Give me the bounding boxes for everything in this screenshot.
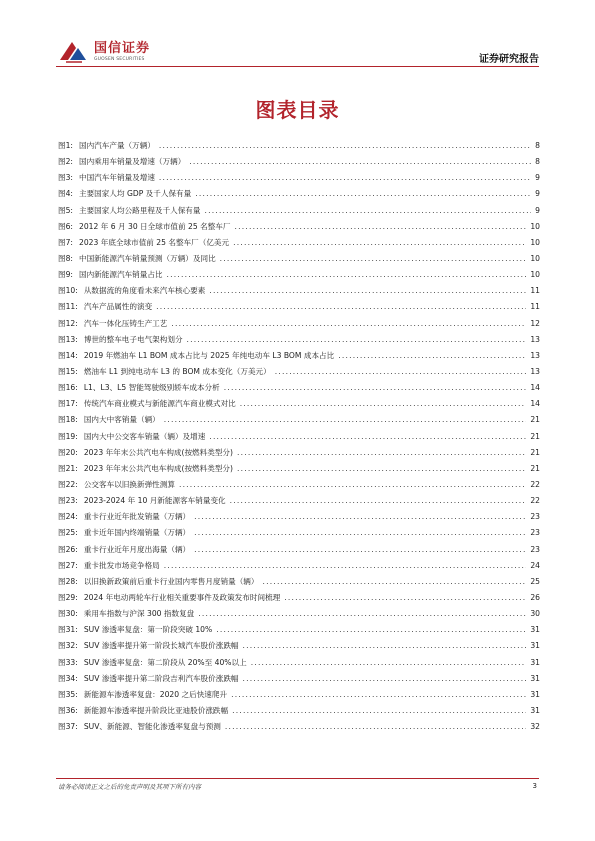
toc-leader-dots bbox=[237, 445, 526, 461]
brand-text bbox=[94, 42, 150, 63]
toc-page-number: 13 bbox=[530, 366, 540, 376]
guosen-logo-icon bbox=[58, 40, 88, 64]
toc-entry[interactable] bbox=[58, 316, 540, 332]
toc-page-number: 14 bbox=[530, 383, 540, 393]
toc-entry[interactable] bbox=[58, 235, 540, 251]
toc-page-number: 23 bbox=[530, 544, 540, 554]
toc-entry[interactable] bbox=[58, 558, 540, 574]
toc-figure-title: 中国新能源汽车销量预测（万辆）及同比 bbox=[78, 253, 216, 263]
toc-leader-dots bbox=[216, 622, 526, 638]
toc-leader-dots bbox=[187, 332, 527, 348]
toc-figure-title: 新能源车渗透率复盘：2020 之后快速爬升 bbox=[83, 689, 228, 699]
toc-page-number: 10 bbox=[530, 221, 540, 231]
toc-leader-dots bbox=[237, 461, 526, 477]
toc-page-number: 21 bbox=[530, 415, 540, 425]
toc-figure-label: 图17: bbox=[58, 399, 78, 409]
page-number: 3 bbox=[532, 782, 537, 790]
toc-figure-title: 燃油车 L1 到纯电动车 L3 的 BOM 成本变化（万美元） bbox=[83, 366, 271, 376]
toc-figure-label: 图2: bbox=[58, 157, 73, 167]
toc-leader-dots bbox=[224, 380, 527, 396]
toc-entry[interactable] bbox=[58, 493, 540, 509]
toc-figure-title: 中国汽车年销量及增速 bbox=[78, 173, 155, 183]
toc-figure-title: 汽车产品属性的演变 bbox=[83, 302, 153, 312]
toc-entry[interactable] bbox=[58, 332, 540, 348]
toc-figure-label: 图36: bbox=[58, 705, 78, 715]
toc-entry[interactable] bbox=[58, 348, 540, 364]
toc-figure-label: 图24: bbox=[58, 512, 78, 522]
toc-figure-title: 新能源车渗透率提升阶段比亚迪股价涨跌幅 bbox=[83, 705, 229, 715]
toc-page-number: 22 bbox=[530, 496, 540, 506]
toc-leader-dots bbox=[167, 267, 527, 283]
toc-page-number: 10 bbox=[530, 270, 540, 280]
toc-page-number: 31 bbox=[530, 705, 540, 715]
toc-figure-label: 图8: bbox=[58, 253, 73, 263]
toc-leader-dots bbox=[240, 396, 527, 412]
toc-leader-dots bbox=[179, 477, 526, 493]
toc-leader-dots bbox=[262, 574, 526, 590]
toc-figure-label: 图19: bbox=[58, 431, 78, 441]
toc-figure-label: 图7: bbox=[58, 237, 73, 247]
figure-toc-list bbox=[58, 138, 540, 735]
toc-figure-label: 图21: bbox=[58, 463, 78, 473]
toc-figure-title: 主要国家人均 GDP 及千人保有量 bbox=[78, 189, 192, 199]
toc-page-number: 9 bbox=[535, 205, 540, 215]
toc-page-number: 9 bbox=[535, 189, 540, 199]
toc-leader-dots bbox=[284, 590, 526, 606]
toc-entry[interactable] bbox=[58, 542, 540, 558]
toc-entry[interactable] bbox=[58, 219, 540, 235]
toc-figure-title: 2024 年电动两轮车行业相关重要事件及政策发布时间梳理 bbox=[83, 592, 281, 602]
toc-figure-label: 图25: bbox=[58, 528, 78, 538]
toc-page-number: 24 bbox=[530, 560, 540, 570]
toc-entry[interactable] bbox=[58, 251, 540, 267]
toc-figure-label: 图6: bbox=[58, 221, 73, 231]
toc-page-number: 8 bbox=[535, 157, 540, 167]
toc-figure-label: 图3: bbox=[58, 173, 73, 183]
toc-page-number: 13 bbox=[530, 334, 540, 344]
toc-entry[interactable] bbox=[58, 509, 540, 525]
toc-page-number: 21 bbox=[530, 463, 540, 473]
toc-entry[interactable] bbox=[58, 267, 540, 283]
toc-page-number: 26 bbox=[530, 592, 540, 602]
toc-leader-dots bbox=[251, 655, 527, 671]
toc-figure-title: L1、L3、L5 智能驾驶级别轿车成本分析 bbox=[83, 383, 220, 393]
toc-leader-dots bbox=[164, 412, 527, 428]
toc-leader-dots bbox=[194, 509, 526, 525]
toc-leader-dots bbox=[198, 606, 526, 622]
toc-figure-title: 汽车一体化压铸生产工艺 bbox=[83, 318, 168, 328]
toc-figure-title: 2023 年年末公共汽电车构成(按燃料类型分) bbox=[83, 447, 233, 457]
toc-figure-label: 图23: bbox=[58, 496, 78, 506]
toc-entry[interactable] bbox=[58, 687, 540, 703]
toc-entry[interactable] bbox=[58, 283, 540, 299]
toc-figure-title: 传统汽车商业模式与新能源汽车商业模式对比 bbox=[83, 399, 236, 409]
toc-entry[interactable] bbox=[58, 703, 540, 719]
toc-entry[interactable] bbox=[58, 429, 540, 445]
toc-leader-dots bbox=[159, 170, 531, 186]
footer-disclaimer: 请务必阅读正文之后的免责声明及其项下所有内容 bbox=[58, 783, 201, 791]
toc-figure-label: 图11: bbox=[58, 302, 78, 312]
toc-figure-title: 2019 年燃油车 L1 BOM 成本占比与 2025 年纯电动车 L3 BOM 成本占比 bbox=[83, 350, 335, 360]
toc-page-number: 21 bbox=[530, 447, 540, 457]
toc-leader-dots bbox=[225, 719, 526, 735]
toc-page-number: 31 bbox=[530, 641, 540, 651]
toc-entry[interactable] bbox=[58, 380, 540, 396]
toc-entry[interactable] bbox=[58, 622, 540, 638]
toc-figure-title: 公交客车以旧换新弹性测算 bbox=[83, 479, 175, 489]
toc-leader-dots bbox=[275, 364, 527, 380]
page-header bbox=[0, 0, 595, 70]
toc-page-number: 25 bbox=[530, 576, 540, 586]
toc-leader-dots bbox=[194, 525, 526, 541]
toc-figure-label: 图13: bbox=[58, 334, 78, 344]
toc-leader-dots bbox=[189, 154, 531, 170]
toc-figure-label: 图27: bbox=[58, 560, 78, 570]
header-divider bbox=[56, 66, 539, 67]
toc-figure-label: 图15: bbox=[58, 366, 78, 376]
toc-figure-title: 国内大中公交客车销量（辆）及增速 bbox=[83, 431, 206, 441]
toc-figure-title: SUV 渗透率提升第一阶段长城汽车股价涨跌幅 bbox=[83, 641, 239, 651]
toc-figure-label: 图20: bbox=[58, 447, 78, 457]
toc-entry[interactable] bbox=[58, 170, 540, 186]
toc-figure-title: 2012 年 6 月 30 日全球市值前 25 名整车厂 bbox=[78, 221, 231, 231]
toc-figure-title: 重卡近年国内终端销量（万辆） bbox=[83, 528, 191, 538]
toc-figure-label: 图33: bbox=[58, 657, 78, 667]
toc-leader-dots bbox=[243, 671, 527, 687]
toc-page-number: 14 bbox=[530, 399, 540, 409]
toc-leader-dots bbox=[171, 316, 526, 332]
toc-figure-label: 图14: bbox=[58, 350, 78, 360]
toc-entry[interactable] bbox=[58, 671, 540, 687]
toc-figure-label: 图4: bbox=[58, 189, 73, 199]
toc-entry[interactable] bbox=[58, 606, 540, 622]
toc-entry[interactable] bbox=[58, 203, 540, 219]
toc-page-number: 10 bbox=[530, 237, 540, 247]
toc-figure-title: 国内乘用车销量及增速（万辆） bbox=[78, 157, 186, 167]
toc-page-number: 23 bbox=[530, 512, 540, 522]
toc-figure-label: 图30: bbox=[58, 609, 78, 619]
toc-figure-title: 以旧换新政策前后重卡行业国内零售月度销量（辆） bbox=[83, 576, 259, 586]
toc-entry[interactable] bbox=[58, 445, 540, 461]
toc-entry[interactable] bbox=[58, 138, 540, 154]
toc-figure-label: 图12: bbox=[58, 318, 78, 328]
toc-figure-label: 图35: bbox=[58, 689, 78, 699]
toc-figure-label: 图9: bbox=[58, 270, 73, 280]
toc-leader-dots bbox=[156, 299, 526, 315]
toc-page-number: 13 bbox=[530, 350, 540, 360]
toc-leader-dots bbox=[209, 429, 526, 445]
toc-figure-title: SUV 渗透率复盘：第二阶段从 20%至 40%以上 bbox=[83, 657, 247, 667]
toc-page-number: 8 bbox=[535, 141, 540, 150]
toc-figure-title: 2023 年年末公共汽电车构成(按燃料类型分) bbox=[83, 463, 233, 473]
toc-page-number: 31 bbox=[530, 689, 540, 699]
toc-page-number: 32 bbox=[530, 722, 540, 732]
toc-page-number: 22 bbox=[530, 479, 540, 489]
toc-leader-dots bbox=[204, 203, 531, 219]
toc-entry[interactable] bbox=[58, 299, 540, 315]
toc-leader-dots bbox=[220, 251, 527, 267]
toc-leader-dots bbox=[338, 348, 526, 364]
toc-entry[interactable] bbox=[58, 655, 540, 671]
toc-leader-dots bbox=[230, 493, 527, 509]
toc-leader-dots bbox=[209, 283, 526, 299]
toc-figure-label: 图10: bbox=[58, 286, 78, 296]
toc-leader-dots bbox=[195, 186, 531, 202]
toc-leader-dots bbox=[235, 219, 527, 235]
toc-figure-title: 2023 年底全球市值前 25 名整车厂（亿美元 bbox=[78, 237, 230, 247]
toc-figure-label: 图18: bbox=[58, 415, 78, 425]
toc-entry[interactable] bbox=[58, 525, 540, 541]
report-type-label: 证券研究报告 bbox=[479, 54, 539, 65]
toc-figure-title: 主要国家人均公路里程及千人保有量 bbox=[78, 205, 201, 215]
toc-entry[interactable] bbox=[58, 364, 540, 380]
toc-figure-title: 国内新能源汽车销量占比 bbox=[78, 270, 163, 280]
toc-figure-label: 图1: bbox=[58, 141, 73, 150]
toc-entry[interactable] bbox=[58, 186, 540, 202]
toc-figure-label: 图29: bbox=[58, 592, 78, 602]
toc-figure-title: 重卡行业近年月度出海量（辆） bbox=[83, 544, 191, 554]
toc-entry[interactable] bbox=[58, 638, 540, 654]
toc-figure-title: 重卡行业近年批发销量（万辆） bbox=[83, 512, 191, 522]
toc-leader-dots bbox=[164, 558, 527, 574]
toc-page-number: 11 bbox=[530, 302, 540, 312]
toc-figure-title: 重卡批发市场竞争格局 bbox=[83, 560, 160, 570]
brand-name-en: GUOSEN SECURITIES bbox=[94, 56, 145, 62]
footer-divider bbox=[56, 778, 539, 779]
toc-page-number: 10 bbox=[530, 253, 540, 263]
toc-entry[interactable] bbox=[58, 154, 540, 170]
toc-figure-label: 图34: bbox=[58, 673, 78, 683]
toc-leader-dots bbox=[194, 542, 526, 558]
toc-entry[interactable] bbox=[58, 477, 540, 493]
toc-figure-title: 国内汽车产量（万辆） bbox=[78, 141, 155, 150]
toc-page-number: 31 bbox=[530, 625, 540, 635]
toc-page-number: 9 bbox=[535, 173, 540, 183]
toc-entry[interactable] bbox=[58, 461, 540, 477]
brand-logo bbox=[58, 40, 150, 64]
toc-entry[interactable] bbox=[58, 574, 540, 590]
toc-page-number: 21 bbox=[530, 431, 540, 441]
toc-page-number: 31 bbox=[530, 657, 540, 667]
toc-page-number: 23 bbox=[530, 528, 540, 538]
toc-figure-title: SUV、新能源、智能化渗透率复盘与预测 bbox=[83, 722, 221, 732]
toc-figure-title: SUV 渗透率复盘：第一阶段突破 10% bbox=[83, 625, 213, 635]
toc-figure-label: 图26: bbox=[58, 544, 78, 554]
toc-leader-dots bbox=[243, 638, 527, 654]
toc-page-number: 30 bbox=[530, 609, 540, 619]
toc-leader-dots bbox=[232, 703, 526, 719]
toc-leader-dots bbox=[231, 687, 526, 703]
toc-figure-label: 图31: bbox=[58, 625, 78, 635]
toc-entry[interactable] bbox=[58, 412, 540, 428]
toc-figure-title: 2023-2024 年 10 月新能源客车销量变化 bbox=[83, 496, 226, 506]
brand-name-cn: 国信证券 bbox=[94, 40, 151, 56]
toc-leader-dots bbox=[233, 235, 526, 251]
toc-page-number: 11 bbox=[530, 286, 540, 296]
toc-page-number: 12 bbox=[530, 318, 540, 328]
toc-entry[interactable] bbox=[58, 719, 540, 735]
toc-figure-label: 图28: bbox=[58, 576, 78, 586]
toc-leader-dots bbox=[159, 138, 531, 154]
toc-figure-title: 从数据流的角度看未来汽车核心要素 bbox=[83, 286, 206, 296]
toc-figure-title: 国内大中客销量（辆） bbox=[83, 415, 160, 425]
page-title: 图表目录 bbox=[255, 98, 340, 122]
toc-figure-title: 乘用车指数与沪深 300 指数复盘 bbox=[83, 609, 195, 619]
toc-figure-label: 图5: bbox=[58, 205, 73, 215]
toc-figure-label: 图37: bbox=[58, 722, 78, 732]
toc-page-number: 31 bbox=[530, 673, 540, 683]
toc-entry[interactable] bbox=[58, 396, 540, 412]
toc-entry[interactable] bbox=[58, 590, 540, 606]
toc-figure-label: 图22: bbox=[58, 479, 78, 489]
toc-figure-title: 博世的整车电子电气架构划分 bbox=[83, 334, 183, 344]
toc-figure-title: SUV 渗透率提升第二阶段吉利汽车股价涨跌幅 bbox=[83, 673, 239, 683]
toc-figure-label: 图32: bbox=[58, 641, 78, 651]
toc-figure-label: 图16: bbox=[58, 383, 78, 393]
